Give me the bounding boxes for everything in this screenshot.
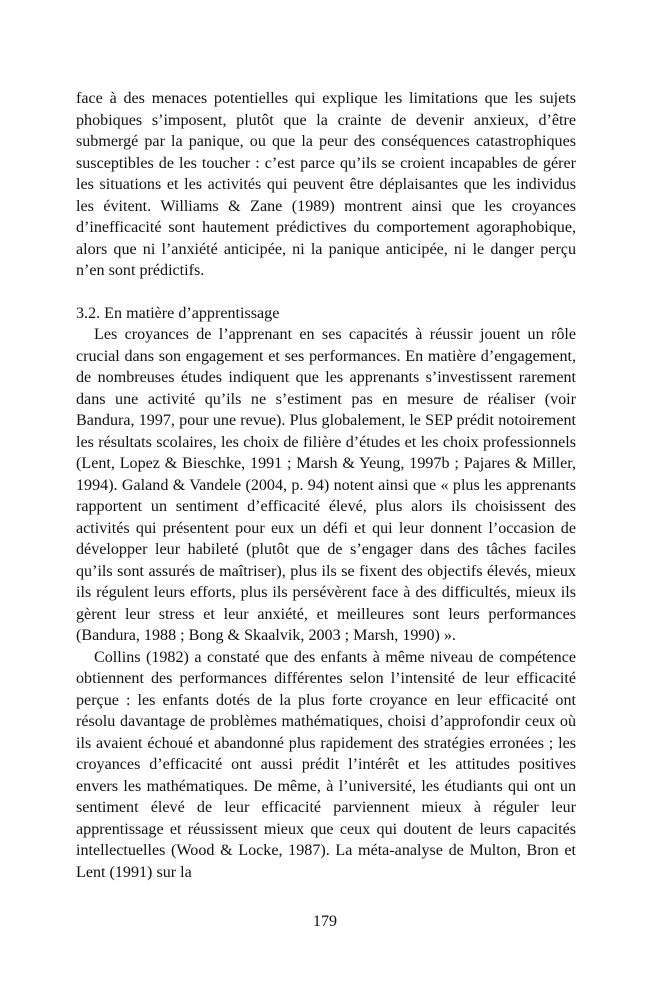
paragraph-croyances-apprenant: Les croyances de l’apprenant en ses capacités à réussir jouent un rôle crucial dans son engagement et ses performances. En matière d’engagement, de nombreuses études indiquent que les apprenants s’investissent rarement dans une activité qu’ils ne s’estiment pas en mesure de réaliser (voir Bandura, 1997, pour une revue). Plus globalement, le SEP prédit notoirement les résultats scolaires, les choix de filière d’études et les choix professionnels (Lent, Lopez & Bieschke, 1991 ; Marsh & Yeung, 1997b ; Pajares & Miller, 1994). Galand & Vandele (2004, p. 94) notent ainsi que « plus les apprenants rapportent un sentiment d’efficacité élevé, plus alors ils choisissent des activités qui présentent pour eux un défi et qui leur donnent l’occasion de développer leur habileté (plutôt que de s’engager dans des tâches faciles qu’ils sont assurés de maîtriser), plus ils se fixent des objectifs élevés, mieux ils régulent leurs efforts, plus ils persévèrent face à des difficultés, mieux ils gèrent leur stress et leur anxiété, et meilleures sont leurs performances (Bandura, 1988 ; Bong & Skaalvik, 2003 ; Marsh, 1990) ».: [76, 326, 576, 644]
page-number: 179: [312, 913, 338, 930]
paragraph-collins-1982: Collins (1982) a constaté que des enfants à même niveau de compétence obtiennent des performances différentes selon l’intensité de leur efficacité perçue : les enfants dotés de la plus forte croyance en leur efficacité ont résolu davantage de problèmes mathématiques, choisi d’approfondir ceux où ils avaient échoué et abandonné plus rapidement des stratégies erronées ; les croyances d’efficacité ont aussi prédit l’intérêt et les attitudes positives envers les mathématiques. De même, à l’université, les étudiants qui ont un sentiment élevé de leur efficacité parviennent mieux à réguler leur apprentissage et réussissent mieux que ceux qui doutent de leurs capacités intellectuelles (Wood & Locke, 1987). La méta-analyse de Multon, Bron et Lent (1991) sur la: [76, 648, 576, 881]
paragraph-phobia-continuation: face à des menaces potentielles qui explique les limitations que les sujets phobiques s’imposent, plutôt que la crainte de devenir anxieux, d’être submergé par la panique, ou que la peur des conséquences catastrophiques susceptibles de les toucher : c’est parce qu’ils se croient incapables de gérer les situations et les activités qui peuvent être déplaisantes que les individus les évitent. Williams & Zane (1989) montrent ainsi que les croyances d’inefficacité sont hautement prédictives du comportement agoraphobique, alors que ni l’anxiété anticipée, ni la panique anticipée, ni le danger perçu n’en sont prédictifs.: [76, 90, 576, 279]
section-heading-apprentissage: 3.2. En matière d’apprentissage: [76, 304, 280, 322]
page-body: [76, 88, 576, 883]
